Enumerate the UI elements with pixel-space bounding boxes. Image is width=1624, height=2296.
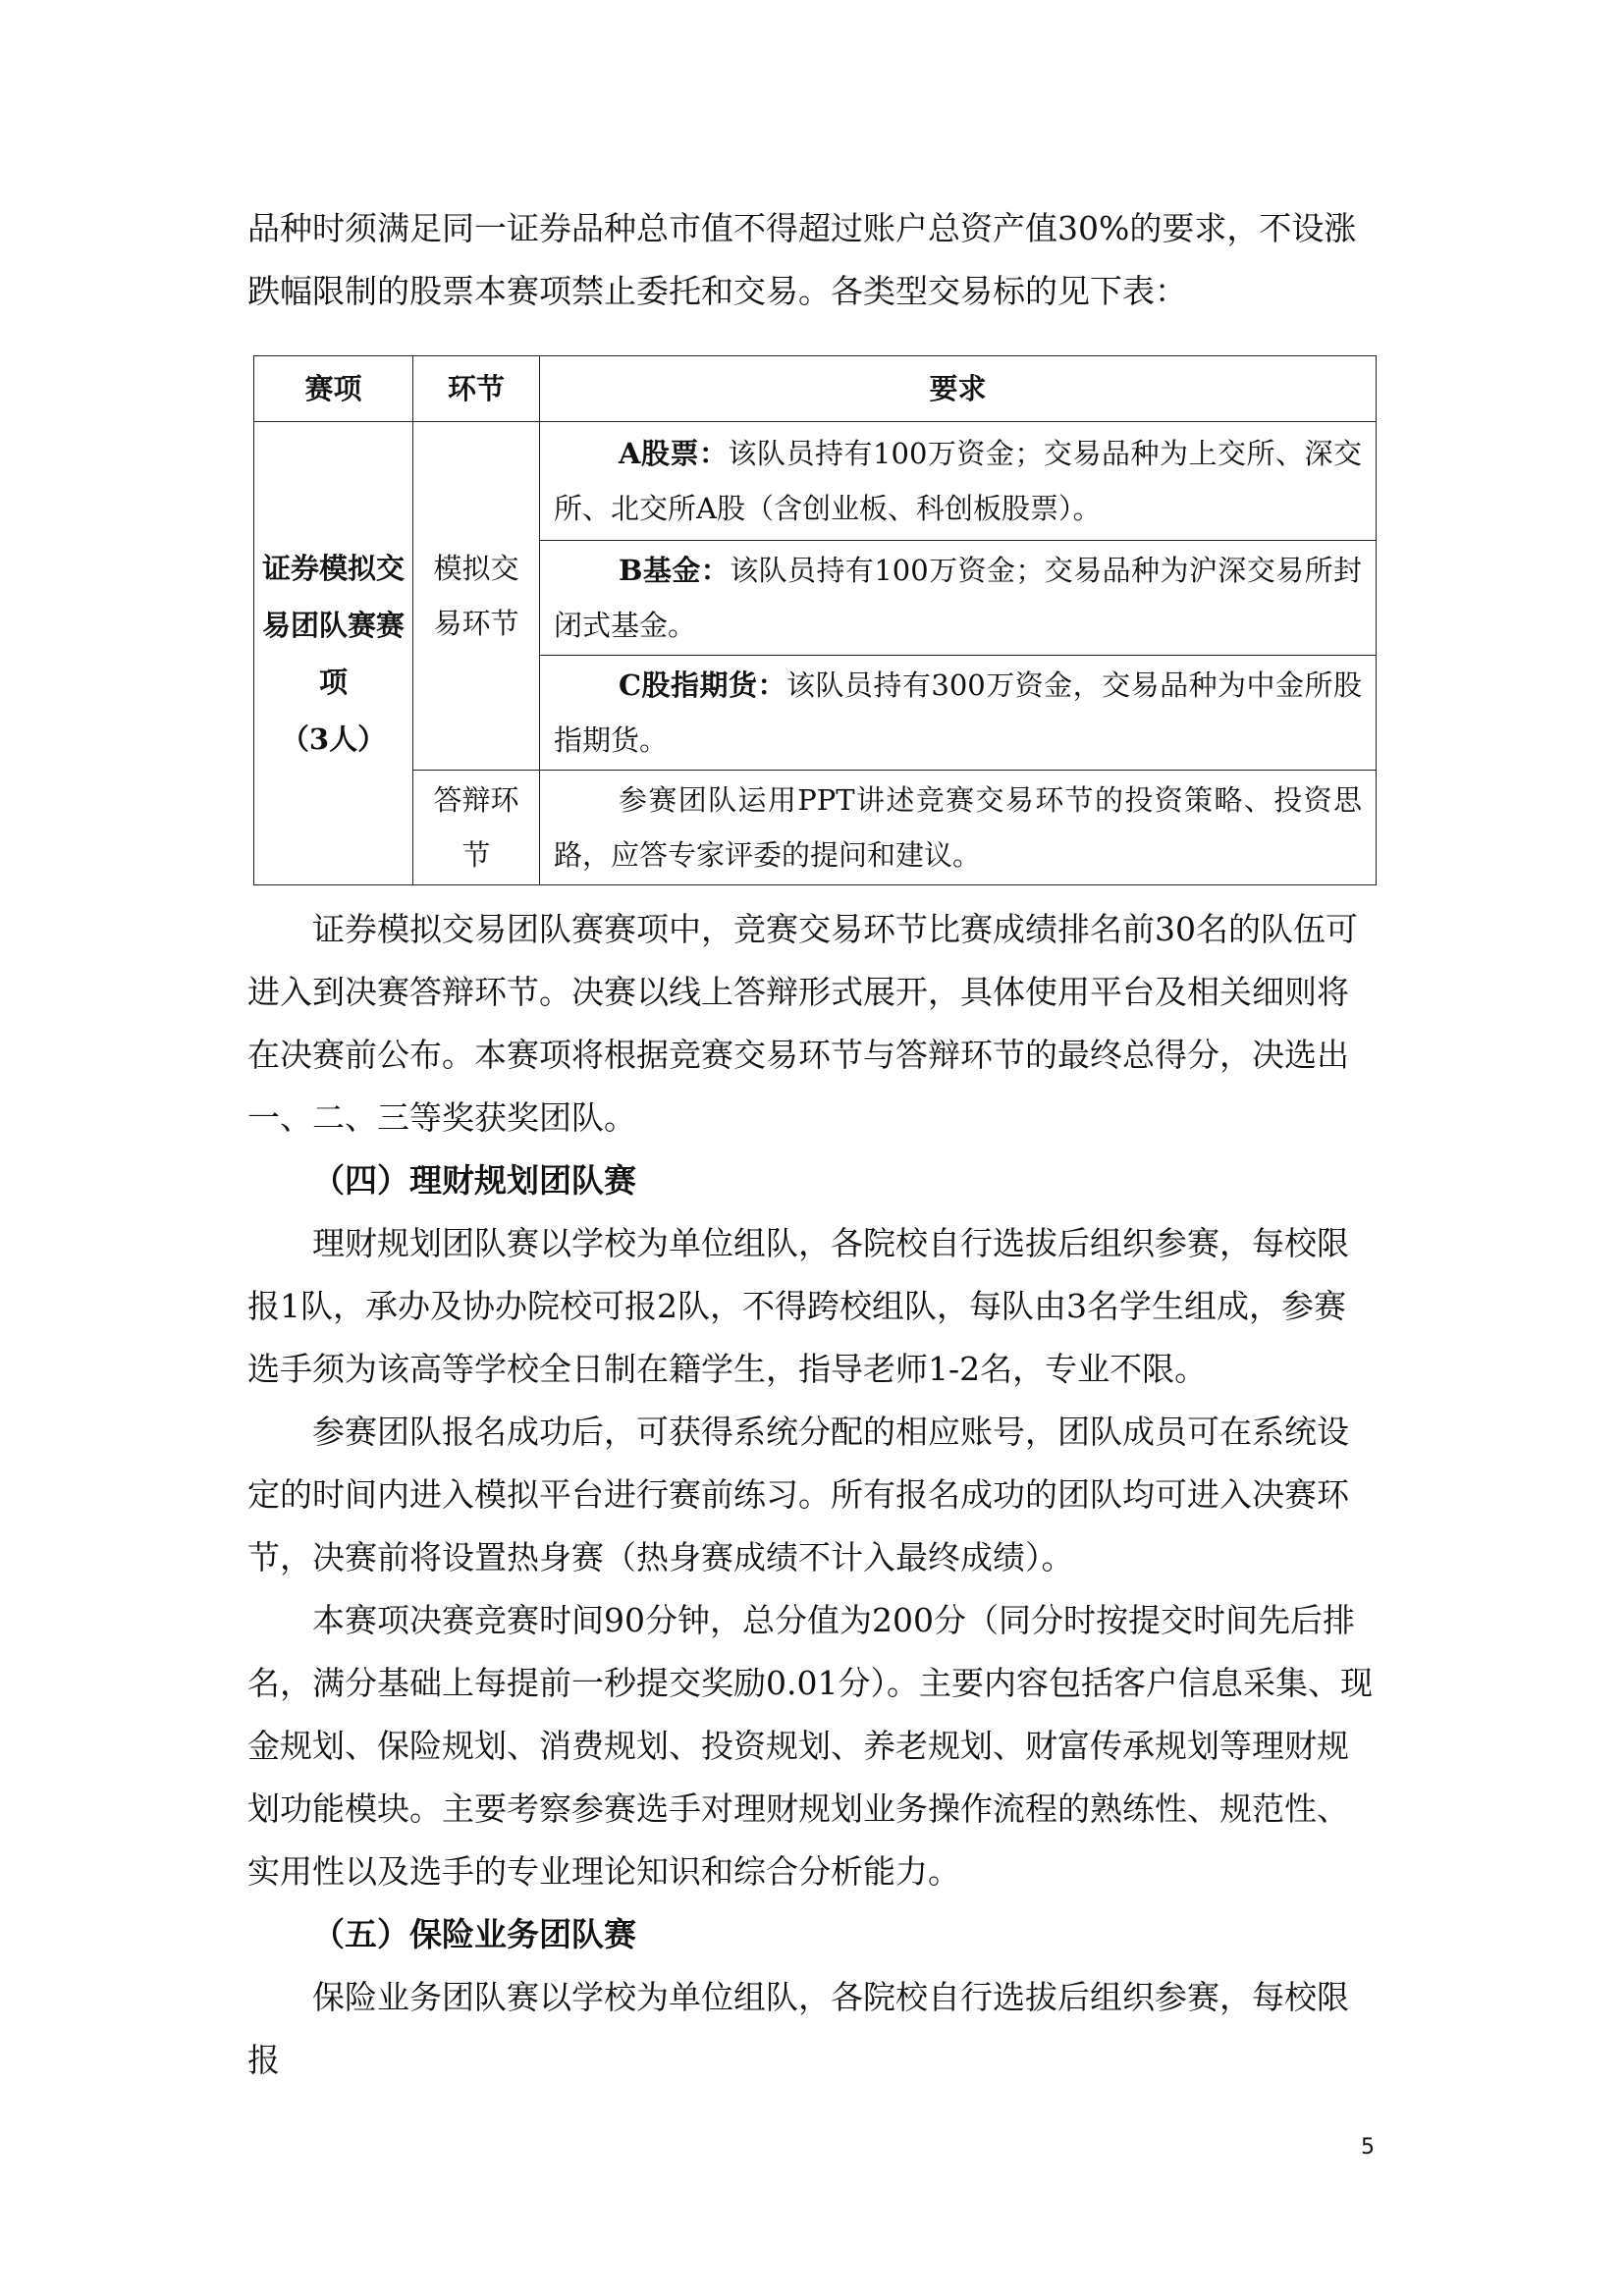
event-cell <box>254 422 413 885</box>
trading-targets-table <box>253 355 1377 885</box>
req-a-label: A股票： <box>619 437 729 470</box>
req-b-label: B基金： <box>619 554 731 587</box>
stage-trading: 模拟交易环节 <box>413 422 540 771</box>
header-event: 赛项 <box>254 356 413 422</box>
req-fund <box>540 541 1377 656</box>
intro-paragraph: 品种时须满足同一证券品种总市值不得超过账户总资产值30%的要求，不设涨跌幅限制的股票本赛项禁止委托和交易。各类型交易标的见下表： <box>247 209 1357 310</box>
req-b-text: 该队员持有100万资金；交易品种为沪深交易所封闭式基金。 <box>554 554 1362 642</box>
paragraph-fp-account: 参赛团队报名成功后，可获得系统分配的相应账号，团队成员可在系统设定的时间内进入模拟平台进行赛前练习。所有报名成功的团队均可进入决赛环节，决赛前将设置热身赛（热身赛成绩不计入最终成绩）。 <box>247 1413 1349 1576</box>
table-row <box>254 422 1377 541</box>
header-requirement: 要求 <box>540 356 1377 422</box>
main-text <box>247 898 1375 2092</box>
paragraph-ins-team: 保险业务团队赛以学校为单位组队，各院校自行选拔后组织参赛，每校限报 <box>247 1978 1349 2079</box>
section-heading-4: （四）理财规划团队赛 <box>312 1161 636 1200</box>
req-a-text: 该队员持有100万资金；交易品种为上交所、深交所、北交所A股（含创业板、科创板股票）。 <box>554 437 1362 525</box>
section-heading-5: （五）保险业务团队赛 <box>312 1915 636 1953</box>
req-stock <box>540 422 1377 541</box>
page-number: 5 <box>1361 2135 1375 2160</box>
req-c-label: C股指期货： <box>619 668 786 702</box>
req-futures <box>540 656 1377 771</box>
req-defense: 参赛团队运用PPT讲述竞赛交易环节的投资策略、投资思路，应答专家评委的提问和建议。 <box>540 771 1377 885</box>
event-label: 证券模拟交易团队赛赛项 <box>261 551 405 699</box>
table-row <box>254 771 1377 885</box>
header-stage: 环节 <box>413 356 540 422</box>
paragraph-fp-team: 理财规划团队赛以学校为单位组队，各院校自行选拔后组织参赛，每校限报1队，承办及协办院校可报2队，不得跨校组队，每队由3名学生组成，参赛选手须为该高等学校全日制在籍学生，指导老师1-2名，专业不限。 <box>247 1224 1349 1388</box>
paragraph-securities-final: 证券模拟交易团队赛赛项中，竞赛交易环节比赛成绩排名前30名的队伍可进入到决赛答辩环节。决赛以线上答辩形式展开，具体使用平台及相关细则将在决赛前公布。本赛项将根据竞赛交易环节与答辩环节的最终总得分，决选出一、二、三等奖获奖团队。 <box>247 910 1358 1137</box>
req-c-text: 该队员持有300万资金，交易品种为中金所股指期货。 <box>554 668 1362 757</box>
table-header-row <box>254 356 1377 422</box>
event-count: （3人） <box>280 721 387 756</box>
paragraph-fp-final: 本赛项决赛竞赛时间90分钟，总分值为200分（同分时按提交时间先后排名，满分基础上每提前一秒提交奖励0.01分）。主要内容包括客户信息采集、现金规划、保险规划、消费规划、投资规划、养老规划、财富传承规划等理财规划功能模块。主要考察参赛选手对理财规划业务操作流程的熟练性、规范性、实用性以及选手的专业理论知识和综合分析能力。 <box>247 1601 1373 1891</box>
stage-defense: 答辩环节 <box>413 771 540 885</box>
